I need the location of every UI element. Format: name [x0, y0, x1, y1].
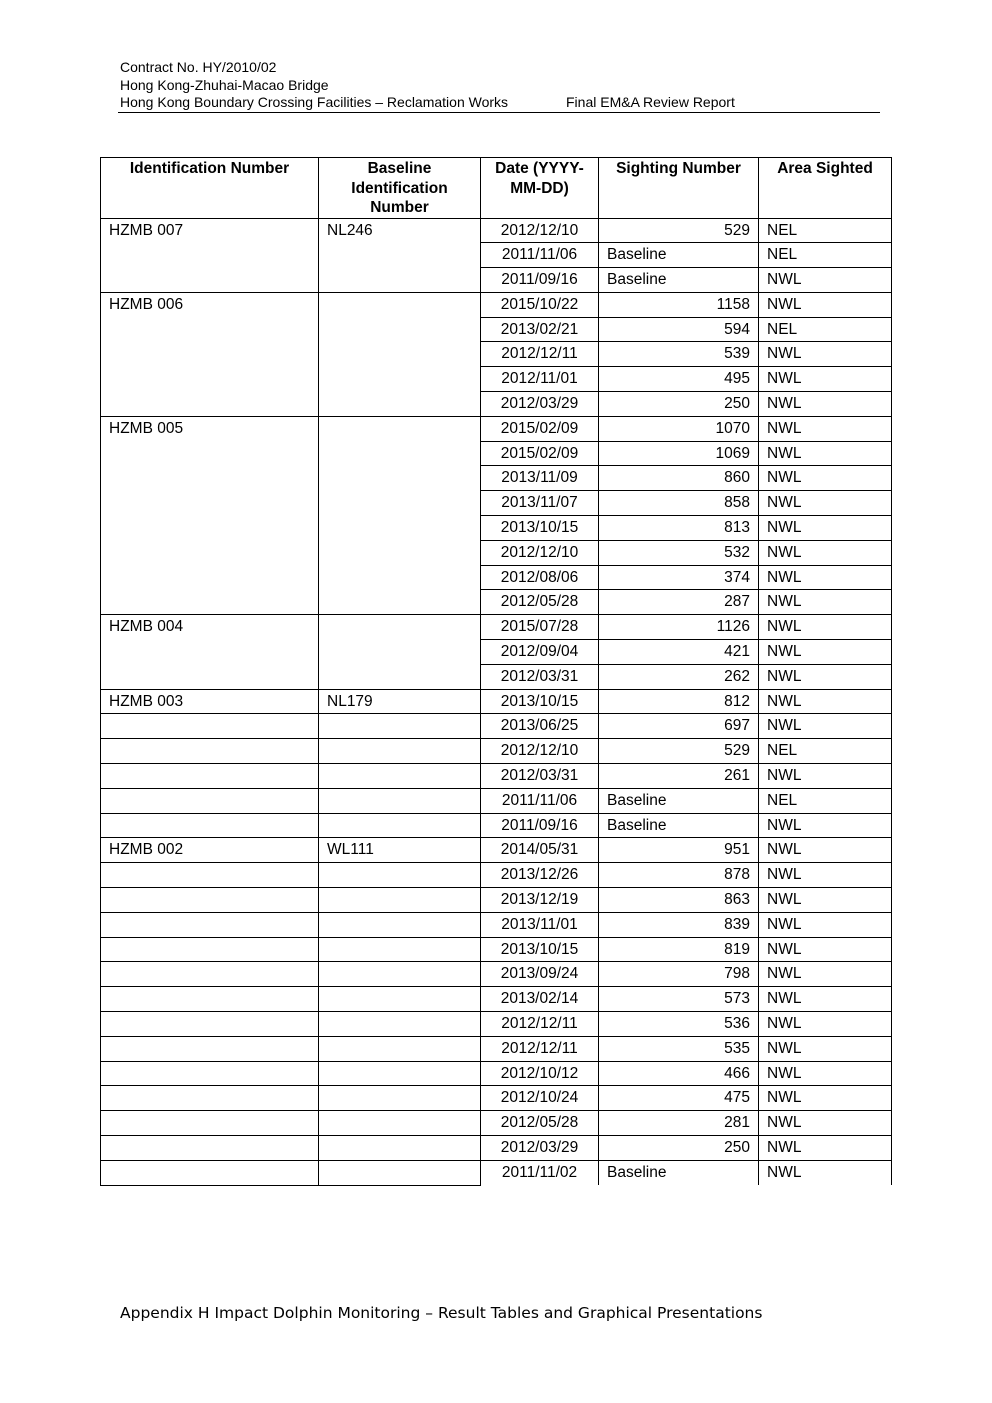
table-row — [101, 1086, 892, 1111]
area-sighted-cell: NWL — [759, 342, 892, 367]
area-sighted-cell: NWL — [759, 516, 892, 541]
header-divider — [118, 112, 880, 113]
table-row — [101, 689, 892, 714]
sighting-number-cell: 287 — [599, 590, 759, 615]
date-cell: 2011/11/02 — [481, 1160, 599, 1185]
sighting-number-cell: 697 — [599, 714, 759, 739]
identification-number-cell — [101, 962, 319, 987]
sighting-number-cell: 1069 — [599, 441, 759, 466]
date-cell: 2012/05/28 — [481, 590, 599, 615]
identification-number-cell — [101, 1160, 319, 1185]
table-row — [101, 813, 892, 838]
baseline-id-cell — [319, 987, 481, 1012]
date-cell: 2013/10/15 — [481, 937, 599, 962]
date-cell: 2013/11/09 — [481, 466, 599, 491]
baseline-id-cell — [319, 764, 481, 789]
identification-number-cell — [101, 937, 319, 962]
baseline-id-cell — [319, 1012, 481, 1037]
sighting-number-cell: 374 — [599, 565, 759, 590]
header-row-3 — [120, 94, 880, 112]
date-cell: 2013/06/25 — [481, 714, 599, 739]
baseline-id-cell: NL179 — [319, 689, 481, 714]
baseline-id-cell — [319, 788, 481, 813]
baseline-id-cell — [319, 1160, 481, 1185]
report-title: Final EM&A Review Report — [566, 94, 735, 110]
area-sighted-cell: NWL — [759, 664, 892, 689]
table-row — [101, 739, 892, 764]
sighting-number-cell: Baseline — [599, 788, 759, 813]
baseline-id-cell — [319, 1135, 481, 1160]
date-cell: 2015/02/09 — [481, 416, 599, 441]
identification-number-cell — [101, 1135, 319, 1160]
column-header: Area Sighted — [759, 158, 892, 219]
identification-number-cell — [101, 739, 319, 764]
sighting-number-cell: 250 — [599, 392, 759, 417]
sighting-number-cell: 466 — [599, 1061, 759, 1086]
date-cell: 2015/02/09 — [481, 441, 599, 466]
sighting-number-cell: 281 — [599, 1111, 759, 1136]
date-cell: 2012/12/11 — [481, 342, 599, 367]
identification-number-cell — [101, 788, 319, 813]
date-cell: 2012/12/10 — [481, 540, 599, 565]
date-cell: 2013/02/21 — [481, 317, 599, 342]
date-cell: 2012/10/24 — [481, 1086, 599, 1111]
column-header: Sighting Number — [599, 158, 759, 219]
area-sighted-cell: NEL — [759, 788, 892, 813]
baseline-id-cell — [319, 714, 481, 739]
sighting-number-cell: 951 — [599, 838, 759, 863]
area-sighted-cell: NWL — [759, 813, 892, 838]
area-sighted-cell: NWL — [759, 1160, 892, 1185]
baseline-id-cell — [319, 912, 481, 937]
table-row — [101, 218, 892, 243]
sighting-number-cell: 261 — [599, 764, 759, 789]
sighting-number-cell: 812 — [599, 689, 759, 714]
date-cell: 2012/03/31 — [481, 764, 599, 789]
identification-number-cell — [101, 714, 319, 739]
date-cell: 2012/09/04 — [481, 640, 599, 665]
table-row — [101, 1061, 892, 1086]
column-header: Identification Number — [101, 158, 319, 219]
area-sighted-cell: NWL — [759, 1135, 892, 1160]
area-sighted-cell: NEL — [759, 317, 892, 342]
sighting-number-cell: Baseline — [599, 243, 759, 268]
baseline-id-cell — [319, 739, 481, 764]
sighting-number-cell: Baseline — [599, 813, 759, 838]
baseline-id-cell — [319, 1086, 481, 1111]
identification-number-cell — [101, 764, 319, 789]
baseline-id-cell — [319, 615, 481, 689]
baseline-id-cell — [319, 863, 481, 888]
sighting-number-cell: 798 — [599, 962, 759, 987]
area-sighted-cell: NWL — [759, 292, 892, 317]
baseline-id-cell: NL246 — [319, 218, 481, 292]
sighting-number-cell: 1070 — [599, 416, 759, 441]
table-row — [101, 863, 892, 888]
date-cell: 2013/11/01 — [481, 912, 599, 937]
sighting-number-cell: 532 — [599, 540, 759, 565]
identification-number-cell — [101, 863, 319, 888]
area-sighted-cell: NWL — [759, 640, 892, 665]
area-sighted-cell: NWL — [759, 714, 892, 739]
baseline-id-cell — [319, 292, 481, 416]
area-sighted-cell: NWL — [759, 912, 892, 937]
page-footer: Appendix H Impact Dolphin Monitoring – Result Tables and Graphical Presentations — [120, 1304, 763, 1322]
baseline-id-cell — [319, 1036, 481, 1061]
identification-number-cell — [101, 1061, 319, 1086]
table-row — [101, 838, 892, 863]
identification-number-cell: HZMB 007 — [101, 218, 319, 292]
area-sighted-cell: NEL — [759, 739, 892, 764]
project-name: Hong Kong-Zhuhai-Macao Bridge — [120, 76, 329, 93]
table-row — [101, 416, 892, 441]
area-sighted-cell: NWL — [759, 416, 892, 441]
table-row — [101, 615, 892, 640]
area-sighted-cell: NWL — [759, 1012, 892, 1037]
identification-number-cell: HZMB 006 — [101, 292, 319, 416]
area-sighted-cell: NEL — [759, 243, 892, 268]
identification-number-cell: HZMB 004 — [101, 615, 319, 689]
sighting-number-cell: 878 — [599, 863, 759, 888]
baseline-id-cell — [319, 1061, 481, 1086]
date-cell: 2012/11/01 — [481, 367, 599, 392]
area-sighted-cell: NWL — [759, 565, 892, 590]
baseline-id-cell: WL111 — [319, 838, 481, 863]
area-sighted-cell: NWL — [759, 1061, 892, 1086]
column-header: Baseline Identification Number — [319, 158, 481, 219]
sighting-number-cell: 475 — [599, 1086, 759, 1111]
table-row — [101, 1111, 892, 1136]
identification-number-cell: HZMB 003 — [101, 689, 319, 714]
baseline-id-cell — [319, 937, 481, 962]
table-row — [101, 888, 892, 913]
identification-number-cell: HZMB 002 — [101, 838, 319, 863]
area-sighted-cell: NWL — [759, 466, 892, 491]
page-header — [120, 59, 880, 112]
area-sighted-cell: NWL — [759, 764, 892, 789]
baseline-id-cell — [319, 813, 481, 838]
date-cell: 2013/12/26 — [481, 863, 599, 888]
sighting-number-cell: 535 — [599, 1036, 759, 1061]
table-row — [101, 1012, 892, 1037]
table-row — [101, 1160, 892, 1185]
date-cell: 2015/07/28 — [481, 615, 599, 640]
contract-number: Contract No. HY/2010/02 — [120, 59, 277, 75]
sighting-number-cell: 839 — [599, 912, 759, 937]
area-sighted-cell: NWL — [759, 268, 892, 293]
column-header: Date (YYYY-MM-DD) — [481, 158, 599, 219]
sighting-number-cell: 813 — [599, 516, 759, 541]
sighting-number-cell: 250 — [599, 1135, 759, 1160]
table-row — [101, 1036, 892, 1061]
date-cell: 2012/03/29 — [481, 392, 599, 417]
date-cell: 2012/12/11 — [481, 1012, 599, 1037]
works-title: Hong Kong Boundary Crossing Facilities – Reclamation Works — [120, 94, 509, 110]
area-sighted-cell: NWL — [759, 441, 892, 466]
table-row — [101, 714, 892, 739]
date-cell: 2011/11/06 — [481, 243, 599, 268]
area-sighted-cell: NWL — [759, 392, 892, 417]
sighting-number-cell: 529 — [599, 739, 759, 764]
table-row — [101, 788, 892, 813]
sighting-number-cell: 539 — [599, 342, 759, 367]
identification-number-cell — [101, 1086, 319, 1111]
date-cell: 2012/12/10 — [481, 218, 599, 243]
sighting-number-cell: 262 — [599, 664, 759, 689]
sighting-number-cell: 819 — [599, 937, 759, 962]
date-cell: 2012/03/31 — [481, 664, 599, 689]
date-cell: 2011/09/16 — [481, 268, 599, 293]
area-sighted-cell: NWL — [759, 367, 892, 392]
sighting-number-cell: 594 — [599, 317, 759, 342]
area-sighted-cell: NWL — [759, 540, 892, 565]
sighting-number-cell: Baseline — [599, 268, 759, 293]
identification-number-cell — [101, 1012, 319, 1037]
area-sighted-cell: NWL — [759, 1036, 892, 1061]
area-sighted-cell: NWL — [759, 888, 892, 913]
sighting-number-cell: Baseline — [599, 1160, 759, 1185]
sighting-number-cell: 1158 — [599, 292, 759, 317]
area-sighted-cell: NWL — [759, 838, 892, 863]
sighting-number-cell: 529 — [599, 218, 759, 243]
area-sighted-cell: NWL — [759, 987, 892, 1012]
area-sighted-cell: NWL — [759, 1111, 892, 1136]
date-cell: 2013/10/15 — [481, 689, 599, 714]
date-cell: 2014/05/31 — [481, 838, 599, 863]
table-header-row — [101, 158, 892, 219]
baseline-id-cell — [319, 416, 481, 614]
date-cell: 2011/09/16 — [481, 813, 599, 838]
area-sighted-cell: NWL — [759, 962, 892, 987]
sighting-number-cell: 858 — [599, 491, 759, 516]
area-sighted-cell: NWL — [759, 863, 892, 888]
date-cell: 2012/03/29 — [481, 1135, 599, 1160]
area-sighted-cell: NEL — [759, 218, 892, 243]
date-cell: 2013/09/24 — [481, 962, 599, 987]
date-cell: 2013/02/14 — [481, 987, 599, 1012]
area-sighted-cell: NWL — [759, 1086, 892, 1111]
baseline-id-cell — [319, 962, 481, 987]
table-row — [101, 987, 892, 1012]
date-cell: 2012/05/28 — [481, 1111, 599, 1136]
date-cell: 2013/10/15 — [481, 516, 599, 541]
date-cell: 2012/12/11 — [481, 1036, 599, 1061]
sighting-number-cell: 495 — [599, 367, 759, 392]
identification-number-cell: HZMB 005 — [101, 416, 319, 614]
table-row — [101, 937, 892, 962]
sighting-number-cell: 860 — [599, 466, 759, 491]
date-cell: 2015/10/22 — [481, 292, 599, 317]
table-body — [101, 218, 892, 1185]
identification-number-cell — [101, 888, 319, 913]
date-cell: 2013/12/19 — [481, 888, 599, 913]
area-sighted-cell: NWL — [759, 491, 892, 516]
sighting-number-cell: 573 — [599, 987, 759, 1012]
date-cell: 2013/11/07 — [481, 491, 599, 516]
identification-number-cell — [101, 1036, 319, 1061]
sighting-number-cell: 863 — [599, 888, 759, 913]
table-row — [101, 764, 892, 789]
baseline-id-cell — [319, 888, 481, 913]
table-row — [101, 962, 892, 987]
identification-number-cell — [101, 1111, 319, 1136]
date-cell: 2012/10/12 — [481, 1061, 599, 1086]
identification-number-cell — [101, 987, 319, 1012]
sighting-table — [100, 157, 892, 1186]
date-cell: 2011/11/06 — [481, 788, 599, 813]
table-row — [101, 912, 892, 937]
area-sighted-cell: NWL — [759, 937, 892, 962]
table-row — [101, 1135, 892, 1160]
identification-number-cell — [101, 912, 319, 937]
area-sighted-cell: NWL — [759, 615, 892, 640]
date-cell: 2012/08/06 — [481, 565, 599, 590]
sighting-number-cell: 536 — [599, 1012, 759, 1037]
baseline-id-cell — [319, 1111, 481, 1136]
table-row — [101, 292, 892, 317]
sighting-number-cell: 421 — [599, 640, 759, 665]
area-sighted-cell: NWL — [759, 689, 892, 714]
identification-number-cell — [101, 813, 319, 838]
sighting-number-cell: 1126 — [599, 615, 759, 640]
date-cell: 2012/12/10 — [481, 739, 599, 764]
area-sighted-cell: NWL — [759, 590, 892, 615]
